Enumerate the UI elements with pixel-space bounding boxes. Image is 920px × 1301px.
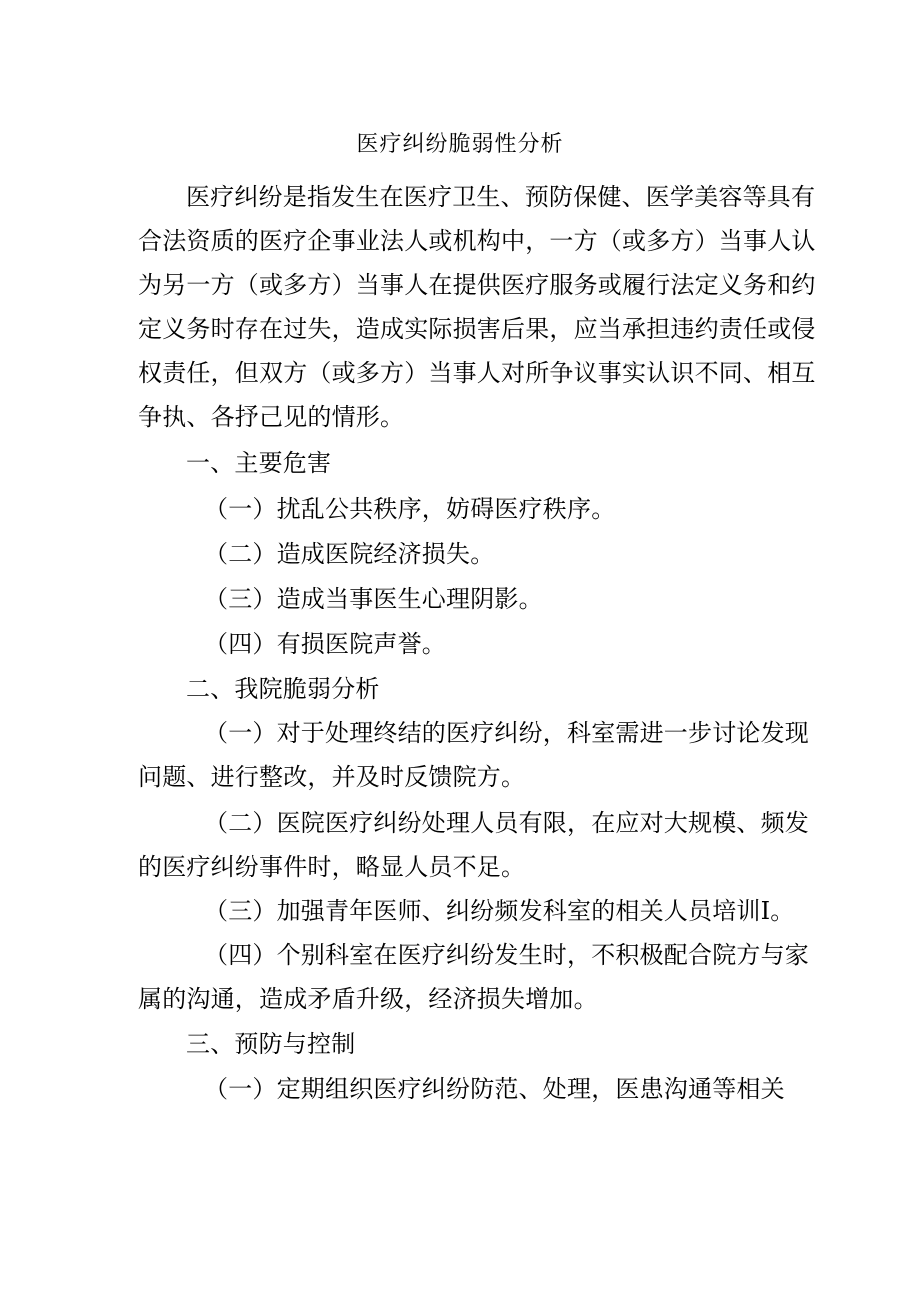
list-item: （四）个别科室在医疗纠纷发生时，不积极配合院方与家 [204, 941, 809, 969]
paragraph-line: 的医疗纠纷事件时，略显人员不足。 [138, 853, 526, 881]
section-heading: 三、预防与控制 [186, 1030, 356, 1058]
list-item: （一）扰乱公共秩序，妨碍医疗秩序。 [204, 495, 616, 523]
section-heading: 一、主要危害 [186, 449, 332, 477]
paragraph-line: 为另一方（或多方）当事人在提供医疗服务或履行法定义务和约 [138, 271, 816, 299]
list-item: （三）造成当事医生心理阴影。 [204, 585, 543, 613]
list-item: （三）加强青年医师、纠纷频发科室的相关人员培训Ⅰ。 [204, 897, 795, 925]
list-item: （四）有损医院声誉。 [204, 630, 446, 658]
paragraph-line: 权责任，但双方（或多方）当事人对所争议事实认识不同、相互 [138, 359, 816, 387]
paragraph-line: 问题、进行整改，并及时反馈院方。 [138, 763, 526, 791]
section-heading: 二、我院脆弱分析 [186, 675, 380, 703]
document-title: 医疗纠纷脆弱性分析 [356, 132, 564, 157]
paragraph-line: 争执、各抒己见的情形。 [138, 403, 405, 431]
paragraph-line: 医疗纠纷是指发生在医疗卫生、预防保健、医学美容等具有 [186, 183, 816, 211]
list-item: （一）对于处理终结的医疗纠纷，科室需进一步讨论发现 [204, 719, 809, 747]
list-item: （二）医院医疗纠纷处理人员有限，在应对大规模、频发 [204, 809, 809, 837]
paragraph-line: 合法资质的医疗企事业法人或机构中，一方（或多方）当事人认 [138, 227, 816, 255]
paragraph-line: 定义务时存在过失，造成实际损害后果，应当承担违约责任或侵 [138, 315, 816, 343]
list-item: （二）造成医院经济损失。 [204, 540, 495, 568]
list-item: （一）定期组织医疗纠纷防范、处理，医患沟通等相关 [204, 1075, 785, 1103]
paragraph-line: 属的沟通，造成矛盾升级，经济损失增加。 [138, 985, 598, 1013]
